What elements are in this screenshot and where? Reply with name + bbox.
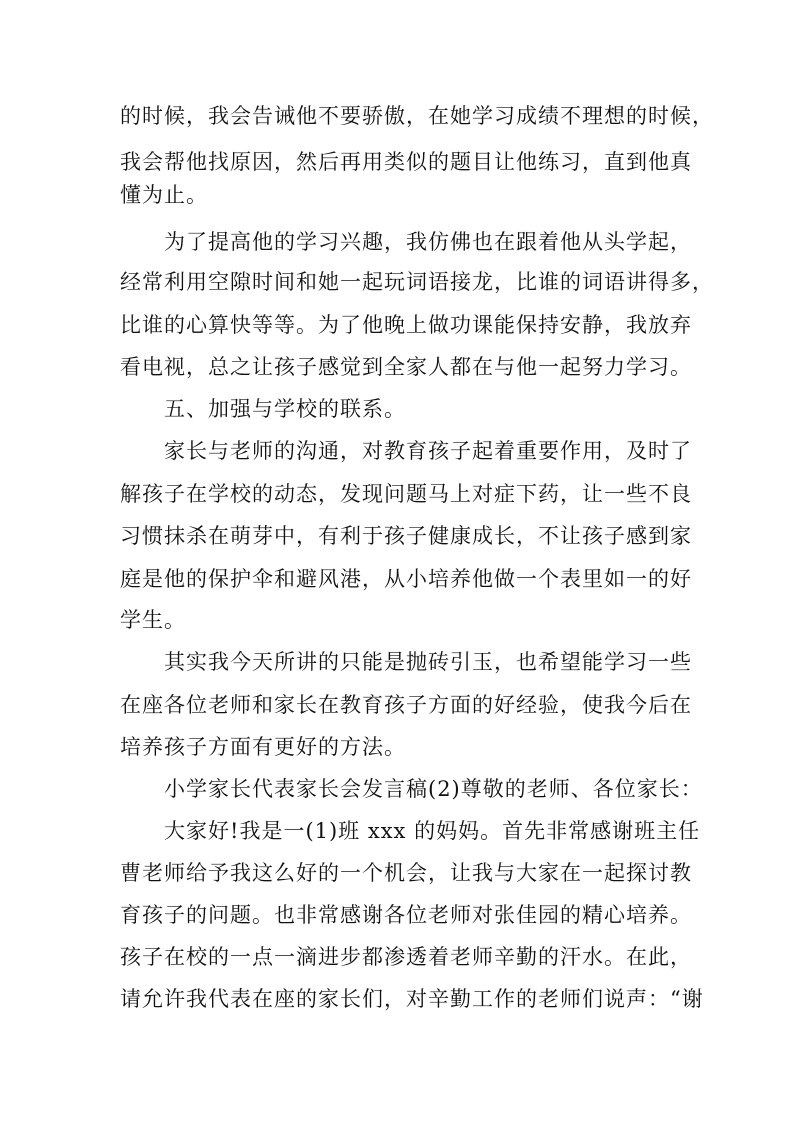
paragraph-start: 家长与老师的沟通，对教育孩子起着重要作用，及时了	[164, 439, 692, 463]
text-line: 曹老师给予我这么好的一个机会，让我与大家在一起探讨教	[120, 861, 692, 885]
paragraph-start: 为了提高他的学习兴趣，我仿佛也在跟着他从头学起，	[164, 230, 692, 254]
text-line: 请允许我代表在座的家长们，对辛勤工作的老师们说声：“谢	[120, 987, 704, 1011]
text-line: 庭是他的保护伞和避风港，从小培养他做一个表里如一的好	[120, 567, 692, 591]
text-line: 解孩子在学校的动态，发现问题马上对症下药，让一些不良	[120, 482, 692, 506]
text-line: 看电视，总之让孩子感觉到全家人都在与他一起努力学习。	[120, 355, 692, 379]
section-heading: 五、加强与学校的联系。	[164, 397, 406, 421]
text-line: 孩子在校的一点一滴进步都渗透着老师辛勤的汗水。在此，	[120, 945, 692, 969]
text-line: 我会帮他找原因，然后再用类似的题目让他练习，直到他真	[120, 150, 692, 174]
text-line: 培养孩子方面有更好的方法。	[120, 735, 406, 759]
text-line: 育孩子的问题。也非常感谢各位老师对张佳园的精心培养。	[120, 903, 692, 927]
text-line: 学生。	[120, 608, 186, 632]
paragraph-start: 大家好!我是一(1)班 xxx 的妈妈。首先非常感谢班主任	[164, 819, 701, 843]
text-line: 懂为止。	[120, 183, 208, 207]
text-line: 习惯抹杀在萌芽中，有利于孩子健康成长，不让孩子感到家	[120, 524, 692, 548]
text-line: 在座各位老师和家长在教育孩子方面的好经验，使我今后在	[120, 693, 692, 717]
paragraph-start: 其实我今天所讲的只能是抛砖引玉，也希望能学习一些	[164, 650, 692, 674]
text-line: 经常利用空隙时间和她一起玩词语接龙，比谁的词语讲得多，	[120, 270, 714, 294]
speech-title: 小学家长代表家长会发言稿(2)尊敬的老师、各位家长：	[164, 777, 703, 801]
text-line: 比谁的心算快等等。为了他晚上做功课能保持安静，我放弃	[120, 313, 692, 337]
text-line: 的时候，我会告诫他不要骄傲，在她学习成绩不理想的时候，	[120, 104, 714, 128]
